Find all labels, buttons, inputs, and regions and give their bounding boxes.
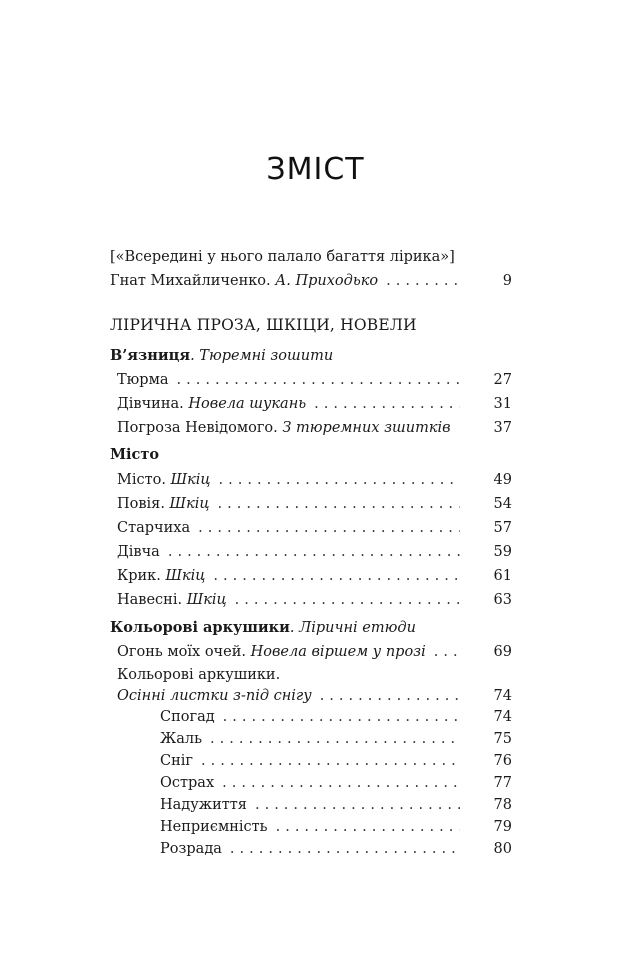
intro-editor: А. Приходько [275,273,379,289]
page-number: 31 [493,396,512,412]
page-number: 74 [493,688,512,704]
section-title: ЛІРИЧНА ПРОЗА, ШКІЦИ, НОВЕЛИ [110,316,417,334]
page-number: 61 [493,568,512,584]
page-number: 78 [493,797,512,813]
page-number: 75 [493,731,512,747]
toc-subentry: Неприємність . . . [160,817,466,837]
toc-entry: Осінні листки з-під снігу . . . [117,686,466,706]
intro-line-1: [«Всередині у нього палало багаття лірика»] [110,249,455,265]
toc-entry: Повія. Шкіц . . . [117,494,466,514]
page-number: 79 [493,819,512,835]
page-number: 49 [493,472,512,488]
toc-entry: Старчиха . . . [117,518,466,538]
intro-entry [110,271,466,291]
page-number: 37 [493,420,512,436]
page-number: 57 [493,520,512,536]
toc-subentry: Надужиття . . . [160,795,466,815]
page-number: 63 [493,592,512,608]
toc-subentry: Острах . . . [160,773,466,793]
toc-entry: Навесні. Шкіц . . . [117,590,466,610]
page-number: 77 [493,775,512,791]
page-title: ЗМІСТ [266,152,365,187]
toc-entry: Кольорові аркушики. [117,667,281,683]
toc-entry: Погроза Невідомого. З тюремних зшитків . . . [117,418,466,438]
toc-entry: Дівчина. Новела шукань . . . [117,394,466,414]
toc-subentry: Спогад . . . [160,707,466,727]
page-number: 76 [493,753,512,769]
page-number: 69 [493,644,512,660]
page-number: 9 [502,273,512,289]
leader-dots [386,271,460,291]
page-number: 27 [493,372,512,388]
page-number: 54 [493,496,512,512]
toc-entry: Місто. Шкіц . . . [117,470,466,490]
page-number: 74 [493,709,512,725]
page-number: 80 [493,841,512,857]
toc-entry: Огонь моїх очей. Новела віршем у прозі . . . [117,642,466,662]
toc-subentry: Розрада . . . [160,839,466,859]
toc-entry: Тюрма . . . [117,370,466,390]
toc-subentry: Сніг . . . [160,751,466,771]
toc-subentry: Жаль . . . [160,729,466,749]
group-heading: В’язниця. Тюремні зошити [110,347,334,364]
toc-entry: Дівча . . . [117,542,466,562]
intro-author: Гнат Михайличенко. [110,273,276,289]
toc-entry: Крик. Шкіц . . . [117,566,466,586]
group-heading: Місто [110,446,160,463]
group-heading: Кольорові аркушики. Ліричні етюди [110,619,416,636]
page-number: 59 [493,544,512,560]
